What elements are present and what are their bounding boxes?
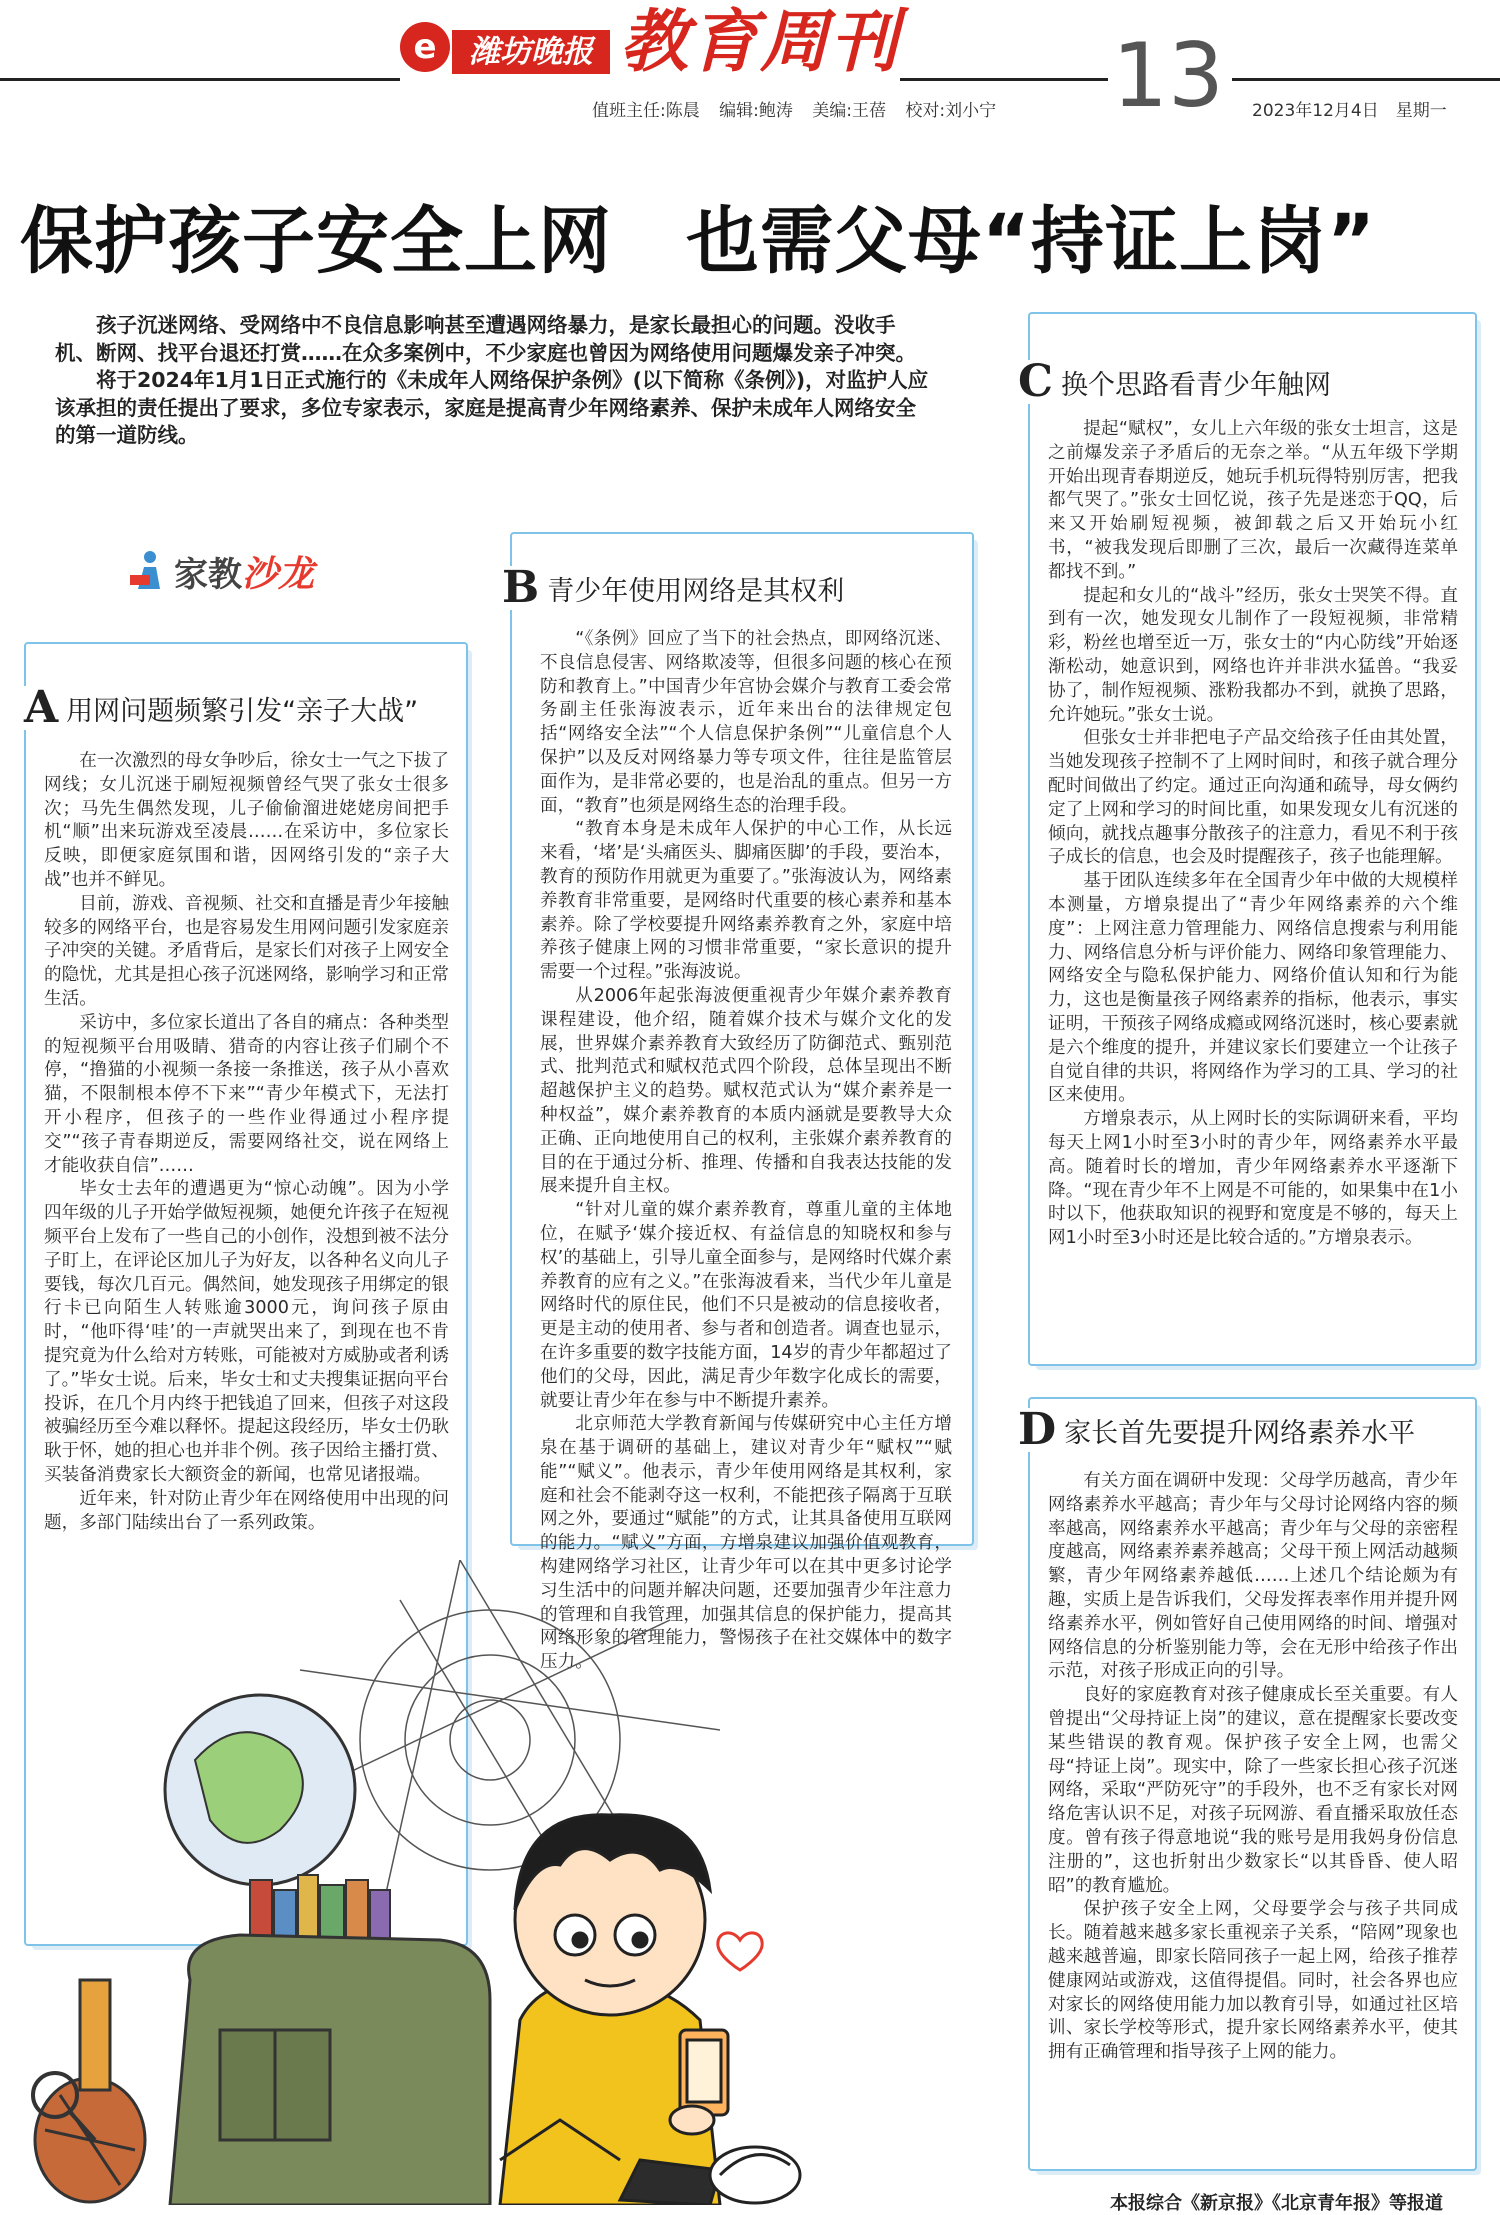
section-a-paragraph: 在一次激烈的母女争吵后，徐女士一气之下拔了网线；女儿沉迷于刷短视频曾经气哭了张女士很多次；马先生偶然发现，儿子偷偷溜进姥姥房间把手机“顺”出来玩游戏至凌晨……在采访中，多位家长反映，即便家庭氛围和谐，因网络引发的“亲子大战”也并不鲜见。 (44, 751, 449, 890)
section-b-heading (494, 562, 852, 613)
masthead-rule-right (900, 78, 1108, 81)
section-b-body (540, 628, 952, 1675)
issue-date: 2023年12月4日 星期一 (1252, 101, 1447, 121)
lead-paragraph-1: 孩子沉迷网络、受网络中不良信息影响甚至遭遇网络暴力，是家长最担心的问题。没收手机、断网、找平台退还打赏……在众多案例中，不少家庭也曾因为网络使用问题爆发亲子冲突。 (55, 313, 916, 365)
section-c-letter: C (1018, 356, 1054, 407)
staff-proofreader: 校对:刘小宁 (905, 101, 997, 121)
section-a-paragraph: 采访中，多位家长道出了各自的痛点：各种类型的短视频平台用吸睛、猎奇的内容让孩子们刷个不停，“撸猫的小视频一条接一条推送，孩子从小喜欢猫，不限制根本停不下来”“青少年模式下，无法打开小程序，但孩子的一些作业得通过小程序提交”“孩子青春期逆反，需要网络社交，说在网络上才能收获自信”…… (44, 1012, 449, 1176)
lead-paragraph-2: 将于2024年1月1日正式施行的《未成年人网络保护条例》(以下简称《条例》)，对监护人应该承担的责任提出了要求，多位专家表示，家庭是提高青少年网络素养、保护未成年人网络安全的第一道防线。 (55, 368, 929, 447)
staff-duty-editor: 值班主任:陈晨 (592, 101, 700, 121)
section-a-paragraph: 近年来，针对防止青少年在网络使用中出现的问题，多部门陆续出台了一系列政策。 (44, 1488, 449, 1533)
section-c-paragraph: 方增泉表示，从上网时长的实际调研来看，平均每天上网1小时至3小时的青少年，网络素养水平最高。随着时长的增加，青少年网络素养水平逐渐下降。“现在青少年不上网是不可能的，如果集中在1小时以下，他获取知识的视野和宽度是不够的，每天上网1小时至3小时还是比较合适的。”方增泉表示。 (1048, 1109, 1458, 1249)
section-d-paragraph: 有关方面在调研中发现：父母学历越高，青少年网络素养水平越高；青少年与父母讨论网络内容的频率越高，网络素养水平越高；青少年与父母的亲密程度越高，网络素养素养越高；父母干预上网活动越频繁，青少年网络素养越低……上述几个结论颇为有趣，实质上是告诉我们，父母发挥表率作用并提升网络素养水平，例如管好自己使用网络的时间、增强对网络信息的分析鉴别能力等，会在无形中给孩子作出示范，对孩子形成正向的引导。 (1048, 1471, 1458, 1682)
section-c-paragraph: 但张女士并非把电子产品交给孩子任由其处置，当她发现孩子控制不了上网时间时，和孩子就合理分配时间做出了约定。通过正向沟通和疏导，母女俩约定了上网和学习的时间比重，如果发现女儿有沉迷的倾向，就找点趣事分散孩子的注意力，看见不利于孩子成长的信息，也会及时提醒孩子，孩子也能理解。 (1048, 728, 1458, 868)
section-d-letter: D (1018, 1404, 1057, 1455)
section-b-paragraph: “针对儿童的媒介素养教育，尊重儿童的主体地位，在赋予‘媒介接近权、有益信息的知晓权和参与权’的基础上，引导儿童全面参与，是网络时代媒介素养教育的应有之义。”在张海波看来，当代少年儿童是网络时代的原住民，他们不只是被动的信息接收者，更是主动的使用者、参与者和创造者。调查也显示，在许多重要的数字技能方面，14岁的青少年都超过了他们的父母，因此，满足青少年数字化成长的需要，就要让青少年在参与中不断提升素养。 (540, 1200, 952, 1411)
section-b-paragraph: “教育本身是未成年人保护的中心工作，从长远来看，‘堵’是‘头痛医头、脚痛医脚’的手段，要治本，教育的预防作用就更为重要了。”张海波认为，网络素养教育非常重要，是网络时代重要的核心素养和基本素养。除了学校要提升网络素养教育之外，家庭中培养孩子健康上网的习惯非常重要，“家长意识的提升需要一个过程。”张海波说。 (540, 819, 952, 983)
section-d-heading (1010, 1404, 1423, 1455)
section-c-paragraph: 提起和女儿的“战斗”经历，张女士哭笑不得。直到有一次，她发现女儿制作了一段短视频，非常精彩，粉丝也增至近一万，张女士的“内心防线”开始逐渐松动，她意识到，网络也许并非洪水猛兽。“我妥协了，制作短视频、涨粉我都办不到，就换了思路，允许她玩。”张女士说。 (1048, 585, 1458, 725)
lead-paragraphs (55, 312, 933, 450)
child-figure (500, 1815, 720, 2205)
section-b-title: 青少年使用网络是其权利 (547, 575, 845, 607)
masthead-rule-left (0, 78, 400, 81)
section-b-paragraph: 从2006年起张海波便重视青少年媒介素养教育课程建设，他介绍，随着媒介技术与媒介文化的发展，世界媒介素养教育大致经历了防御范式、甄别范式、批判范式和赋权范式四个阶段，总体呈现出不断超越保护主义的趋势。赋权范式认为“媒介素养是一种权益”，媒介素养教育的本质内涵就是要教导大众正确、正向地使用自己的权利，主张媒介素养教育的目的在于通过分析、推理、传播和自我表达技能的发展来提升自主权。 (540, 985, 952, 1197)
masthead-rule-far-right (1232, 78, 1500, 81)
shoe-icon (710, 2147, 800, 2203)
column-brand (128, 540, 378, 602)
section-d-paragraph: 保护孩子安全上网，父母要学会与孩子共同成长。随着越来越多家长重视亲子关系，“陪网”现象也越来越普遍，即家长陪同孩子一起上网，给孩子推荐健康网站或游戏，这值得提倡。同时，社会各界也应对家长的网络使用能力加以教育引导，如通过社区培训、家长学校等形式，提升家长网络素养水平，使其拥有正确管理和指导孩子上网的能力。 (1048, 1899, 1458, 2063)
racket-icon (35, 1980, 145, 2202)
page-number: 13 (1112, 24, 1224, 127)
page-headline: 保护孩子安全上网 也需父母“持证上岗” (20, 199, 1376, 284)
section-a-body (44, 750, 449, 1535)
section-name: 教育周刊 (620, 3, 901, 82)
paper-name: 潍坊晚报 (452, 30, 610, 74)
reading-person-icon (128, 549, 166, 593)
section-b-letter: B (502, 562, 540, 613)
section-a-letter: A (24, 682, 59, 733)
section-a-title: 用网问题频繁引发“亲子大战” (66, 695, 419, 727)
section-b-paragraph: 北京师范大学教育新闻与传媒研究中心主任方增泉在基于调研的基础上，建议对青少年“赋权”“赋能”“赋义”。他表示，青少年使用网络是其权利，家庭和社会不能剥夺这一权利，不能把孩子隔离于互联网之外，要通过“赋能”的方式，让其具备使用互联网的能力。“赋义”方面，方增泉建议加强价值观教育，构建网络学习社区，让青少年可以在其中更多讨论学习生活中的问题并解决问题，还要加强青少年注意力的管理和自我管理，加强其信息的保护能力，提高其网络形象的管理能力，警惕孩子在社交媒体中的数字压力。 (540, 1414, 952, 1673)
section-d-paragraph: 良好的家庭教育对孩子健康成长至关重要。有人曾提出“父母持证上岗”的建议，意在提醒家长要改变某些错误的教育观。保护孩子安全上网，也需父母“持证上岗”。现实中，除了一些家长担心孩子沉迷网络，采取“严防死守”的手段外，也不乏有家长对网络危害认识不足，对孩子玩网游、看直播采取放任态度。曾有孩子得意地说“我的账号是用我妈身份信息注册的”，这也折射出少数家长“以其昏昏、使人昭昭”的教育尴尬。 (1048, 1685, 1458, 1896)
phone-icon (670, 2030, 728, 2134)
staff-art-editor: 美编:王蓓 (812, 101, 887, 121)
section-d-title: 家长首先要提升网络素养水平 (1064, 1417, 1416, 1449)
child-phone-illustration (20, 1560, 1010, 2205)
heart-icon (718, 1933, 762, 1970)
section-c-heading (1010, 356, 1339, 407)
section-c-body (1048, 418, 1458, 1251)
backpack-icon (170, 1935, 490, 2205)
section-c-paragraph: 提起“赋权”，女儿上六年级的张女士坦言，这是之前爆发亲子矛盾后的无奈之举。“从五年级下学期开始出现青春期逆反，她玩手机玩得特别厉害，把我都气哭了。”张女士回忆说，孩子先是迷恋于QQ，后来又开始刷短视频，被卸载之后又开始玩小红书，“被我发现后即删了三次，最后一次藏得连菜单都找不到。” (1048, 419, 1458, 582)
brand-jiajiao: 家教 (174, 554, 242, 595)
brand-shalong: 沙龙 (242, 553, 315, 595)
section-d-body (1048, 1470, 1458, 2065)
section-c-title: 换个思路看青少年触网 (1061, 369, 1332, 401)
section-b-paragraph: “《条例》回应了当下的社会热点，即网络沉迷、不良信息侵害、网络欺凌等，但很多问题的核心在预防和教育上。”中国青少年宫协会媒介与教育工委会常务副主任张海波表示，近年来出台的法律规定包括“网络安全法”“个人信息保护条例”“儿童信息个人保护”以及反对网络暴力等专项文件，往往是监管层面作为，是非常必要的，也是治乱的重点。但另一方面，“教育”也须是网络生态的治理手段。 (540, 629, 952, 816)
staff-credits (592, 96, 1010, 121)
section-c-paragraph: 基于团队连续多年在全国青少年中做的大规模样本测量，方增泉提出了“青少年网络素养的六个维度”：上网注意力管理能力、网络信息搜索与利用能力、网络信息分析与评价能力、网络印象管理能力、网络安全与隐私保护能力、网络价值认知和行为能力，这也是衡量孩子网络素养的指标，他表示，事实证明，干预孩子网络成瘾或网络沉迷时，核心要素就是六个维度的提升，并建议家长们要建立一个让孩子自觉自律的共识，将网络作为学习的工具、学习的社区来使用。 (1048, 871, 1458, 1106)
staff-editor: 编辑:鲍涛 (719, 101, 793, 121)
section-a-paragraph: 目前，游戏、音视频、社交和直播是青少年接触较多的网络平台，也是容易发生用网问题引发家庭亲子冲突的关键。矛盾背后，是家长们对孩子上网安全的隐忧，尤其是担心孩子沉迷网络，影响学习和正常生活。 (44, 893, 449, 1009)
sources-credit: 本报综合《新京报》《北京青年报》等报道 (1110, 2193, 1443, 2214)
section-a-heading (16, 682, 426, 733)
paper-logo-icon: e (400, 22, 450, 72)
section-a-paragraph: 毕女士去年的遭遇更为“惊心动魄”。因为小学四年级的儿子开始学做短视频，她便允许孩子在短视频平台上发布了一些自己的小创作，没想到被不法分子盯上，在评论区加儿子为好友，以各种名义向儿子要钱，每次几百元。偶然间，她发现孩子用绑定的银行卡已向陌生人转账逾3000元，询问孩子原由时，“他吓得‘哇’的一声就哭出来了，到现在也不肯提究竟为什么给对方转账，可能被对方威胁或者利诱了。”毕女士说。后来，毕女士和丈夫搜集证据向平台投诉，在几个月内终于把钱追了回来，但孩子对这段被骗经历至今难以释怀。提起这段经历，毕女士仍耿耿于怀，她的担心也并非个例。孩子因给主播打赏、买装备消费家长大额资金的新闻，也常见诸报端。 (44, 1179, 449, 1485)
